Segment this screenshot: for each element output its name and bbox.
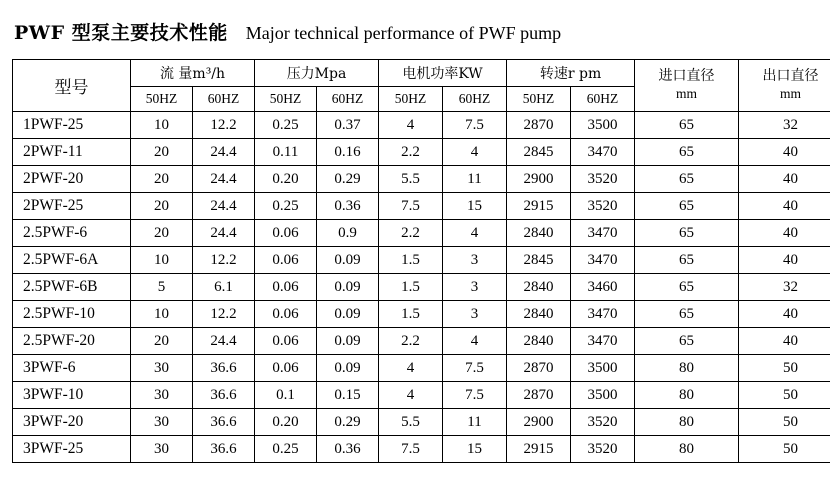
cell-kw60: 4 bbox=[443, 220, 507, 247]
cell-flow60: 36.6 bbox=[193, 436, 255, 463]
header-pressure: 压力Mpa bbox=[255, 60, 379, 87]
cell-rpm60: 3520 bbox=[571, 409, 635, 436]
cell-p60: 0.9 bbox=[317, 220, 379, 247]
cell-p50: 0.06 bbox=[255, 220, 317, 247]
cell-kw50: 1.5 bbox=[379, 274, 443, 301]
header-inlet-unit: mm bbox=[676, 86, 698, 102]
cell-flow60: 12.2 bbox=[193, 112, 255, 139]
header-outlet-unit: mm bbox=[780, 86, 802, 102]
table-row bbox=[13, 355, 830, 382]
cell-rpm60: 3470 bbox=[571, 247, 635, 274]
cell-flow50: 30 bbox=[131, 436, 193, 463]
cell-p50: 0.11 bbox=[255, 139, 317, 166]
cell-kw60: 7.5 bbox=[443, 382, 507, 409]
cell-kw60: 11 bbox=[443, 409, 507, 436]
cell-inlet: 80 bbox=[635, 355, 739, 382]
header-speed: 转速r pm bbox=[507, 60, 635, 87]
cell-flow60: 24.4 bbox=[193, 193, 255, 220]
cell-outlet: 32 bbox=[739, 112, 830, 139]
cell-rpm60: 3500 bbox=[571, 112, 635, 139]
cell-rpm60: 3470 bbox=[571, 139, 635, 166]
cell-rpm50: 2845 bbox=[507, 139, 571, 166]
cell-model: 2.5PWF-10 bbox=[13, 301, 131, 328]
cell-rpm50: 2915 bbox=[507, 193, 571, 220]
cell-p60: 0.36 bbox=[317, 193, 379, 220]
page-title-en: Major technical performance of PWF pump bbox=[245, 23, 562, 43]
cell-flow50: 30 bbox=[131, 409, 193, 436]
subheader-flow-50hz: 50HZ bbox=[131, 87, 193, 112]
header-outlet-label: 出口直径 bbox=[762, 67, 819, 84]
cell-model: 2.5PWF-20 bbox=[13, 328, 131, 355]
subheader-speed-50hz: 50HZ bbox=[507, 87, 571, 112]
cell-flow60: 6.1 bbox=[193, 274, 255, 301]
cell-flow60: 24.4 bbox=[193, 139, 255, 166]
cell-inlet: 65 bbox=[635, 166, 739, 193]
cell-inlet: 65 bbox=[635, 301, 739, 328]
cell-inlet: 65 bbox=[635, 220, 739, 247]
cell-rpm60: 3500 bbox=[571, 355, 635, 382]
subheader-pressure-50hz: 50HZ bbox=[255, 87, 317, 112]
cell-flow50: 20 bbox=[131, 220, 193, 247]
cell-kw50: 4 bbox=[379, 112, 443, 139]
cell-flow50: 5 bbox=[131, 274, 193, 301]
cell-rpm50: 2870 bbox=[507, 355, 571, 382]
cell-inlet: 65 bbox=[635, 328, 739, 355]
cell-p60: 0.09 bbox=[317, 328, 379, 355]
cell-kw60: 4 bbox=[443, 328, 507, 355]
cell-rpm50: 2870 bbox=[507, 112, 571, 139]
cell-rpm60: 3470 bbox=[571, 328, 635, 355]
cell-rpm50: 2900 bbox=[507, 409, 571, 436]
cell-outlet: 40 bbox=[739, 247, 830, 274]
table-row bbox=[13, 409, 830, 436]
cell-p60: 0.09 bbox=[317, 274, 379, 301]
cell-model: 2.5PWF-6 bbox=[13, 220, 131, 247]
table-header bbox=[13, 60, 830, 112]
cell-kw60: 3 bbox=[443, 247, 507, 274]
cell-rpm50: 2840 bbox=[507, 220, 571, 247]
document-title bbox=[12, 18, 818, 45]
table-row bbox=[13, 220, 830, 247]
cell-flow50: 20 bbox=[131, 193, 193, 220]
cell-kw50: 7.5 bbox=[379, 193, 443, 220]
header-model: 型号 bbox=[13, 60, 131, 112]
subheader-pressure-60hz: 60HZ bbox=[317, 87, 379, 112]
cell-p50: 0.20 bbox=[255, 409, 317, 436]
cell-rpm50: 2915 bbox=[507, 436, 571, 463]
cell-flow60: 24.4 bbox=[193, 166, 255, 193]
cell-outlet: 40 bbox=[739, 328, 830, 355]
cell-kw50: 1.5 bbox=[379, 247, 443, 274]
table-row bbox=[13, 274, 830, 301]
cell-flow60: 36.6 bbox=[193, 409, 255, 436]
table-row bbox=[13, 382, 830, 409]
cell-rpm50: 2840 bbox=[507, 274, 571, 301]
table-row bbox=[13, 436, 830, 463]
cell-outlet: 40 bbox=[739, 193, 830, 220]
cell-kw60: 7.5 bbox=[443, 355, 507, 382]
cell-outlet: 40 bbox=[739, 301, 830, 328]
cell-p60: 0.29 bbox=[317, 409, 379, 436]
table-row bbox=[13, 112, 830, 139]
cell-p60: 0.09 bbox=[317, 301, 379, 328]
cell-rpm60: 3500 bbox=[571, 382, 635, 409]
header-flow: 流 量m³/h bbox=[131, 60, 255, 87]
cell-flow50: 20 bbox=[131, 139, 193, 166]
cell-p60: 0.37 bbox=[317, 112, 379, 139]
cell-inlet: 80 bbox=[635, 382, 739, 409]
cell-kw60: 3 bbox=[443, 274, 507, 301]
cell-rpm50: 2870 bbox=[507, 382, 571, 409]
specification-table bbox=[12, 59, 830, 463]
cell-model: 3PWF-10 bbox=[13, 382, 131, 409]
cell-kw60: 15 bbox=[443, 436, 507, 463]
cell-kw50: 4 bbox=[379, 382, 443, 409]
cell-kw60: 3 bbox=[443, 301, 507, 328]
cell-p50: 0.25 bbox=[255, 112, 317, 139]
cell-kw50: 2.2 bbox=[379, 220, 443, 247]
cell-rpm50: 2840 bbox=[507, 328, 571, 355]
cell-p60: 0.15 bbox=[317, 382, 379, 409]
cell-inlet: 65 bbox=[635, 112, 739, 139]
cell-p50: 0.06 bbox=[255, 328, 317, 355]
cell-kw50: 5.5 bbox=[379, 409, 443, 436]
cell-flow50: 10 bbox=[131, 247, 193, 274]
cell-flow60: 12.2 bbox=[193, 247, 255, 274]
subheader-speed-60hz: 60HZ bbox=[571, 87, 635, 112]
table-row bbox=[13, 139, 830, 166]
cell-kw60: 4 bbox=[443, 139, 507, 166]
cell-model: 3PWF-25 bbox=[13, 436, 131, 463]
header-group-row bbox=[13, 60, 830, 87]
cell-p60: 0.16 bbox=[317, 139, 379, 166]
cell-outlet: 32 bbox=[739, 274, 830, 301]
cell-outlet: 50 bbox=[739, 382, 830, 409]
cell-rpm60: 3520 bbox=[571, 166, 635, 193]
cell-rpm60: 3520 bbox=[571, 193, 635, 220]
cell-flow50: 20 bbox=[131, 166, 193, 193]
cell-p50: 0.06 bbox=[255, 355, 317, 382]
cell-outlet: 50 bbox=[739, 409, 830, 436]
cell-flow50: 10 bbox=[131, 301, 193, 328]
cell-inlet: 65 bbox=[635, 193, 739, 220]
cell-flow60: 36.6 bbox=[193, 355, 255, 382]
cell-model: 2PWF-11 bbox=[13, 139, 131, 166]
cell-kw60: 7.5 bbox=[443, 112, 507, 139]
cell-outlet: 40 bbox=[739, 139, 830, 166]
cell-kw50: 5.5 bbox=[379, 166, 443, 193]
page-title-cn: PWF 型泵主要技术性能 bbox=[14, 22, 228, 44]
cell-rpm60: 3460 bbox=[571, 274, 635, 301]
cell-flow50: 10 bbox=[131, 112, 193, 139]
cell-model: 1PWF-25 bbox=[13, 112, 131, 139]
header-outlet-diameter bbox=[739, 60, 830, 112]
cell-kw60: 11 bbox=[443, 166, 507, 193]
cell-model: 2.5PWF-6A bbox=[13, 247, 131, 274]
cell-p60: 0.09 bbox=[317, 247, 379, 274]
cell-flow50: 30 bbox=[131, 382, 193, 409]
cell-p50: 0.06 bbox=[255, 301, 317, 328]
cell-p60: 0.36 bbox=[317, 436, 379, 463]
table-row bbox=[13, 247, 830, 274]
cell-inlet: 65 bbox=[635, 274, 739, 301]
subheader-flow-60hz: 60HZ bbox=[193, 87, 255, 112]
cell-inlet: 80 bbox=[635, 436, 739, 463]
cell-model: 3PWF-6 bbox=[13, 355, 131, 382]
cell-rpm50: 2900 bbox=[507, 166, 571, 193]
cell-model: 3PWF-20 bbox=[13, 409, 131, 436]
cell-p50: 0.1 bbox=[255, 382, 317, 409]
cell-kw50: 1.5 bbox=[379, 301, 443, 328]
cell-kw50: 4 bbox=[379, 355, 443, 382]
cell-p50: 0.20 bbox=[255, 166, 317, 193]
cell-flow60: 24.4 bbox=[193, 220, 255, 247]
header-inlet-diameter bbox=[635, 60, 739, 112]
cell-outlet: 50 bbox=[739, 436, 830, 463]
cell-flow60: 12.2 bbox=[193, 301, 255, 328]
cell-kw50: 2.2 bbox=[379, 328, 443, 355]
cell-inlet: 65 bbox=[635, 139, 739, 166]
table-row bbox=[13, 193, 830, 220]
cell-flow60: 36.6 bbox=[193, 382, 255, 409]
cell-model: 2PWF-25 bbox=[13, 193, 131, 220]
cell-p50: 0.06 bbox=[255, 274, 317, 301]
cell-rpm60: 3470 bbox=[571, 301, 635, 328]
cell-kw50: 2.2 bbox=[379, 139, 443, 166]
cell-p60: 0.29 bbox=[317, 166, 379, 193]
cell-rpm60: 3470 bbox=[571, 220, 635, 247]
cell-rpm50: 2845 bbox=[507, 247, 571, 274]
table-row bbox=[13, 166, 830, 193]
cell-outlet: 50 bbox=[739, 355, 830, 382]
table-row bbox=[13, 301, 830, 328]
subheader-power-50hz: 50HZ bbox=[379, 87, 443, 112]
cell-inlet: 65 bbox=[635, 247, 739, 274]
cell-p50: 0.06 bbox=[255, 247, 317, 274]
cell-rpm60: 3520 bbox=[571, 436, 635, 463]
subheader-power-60hz: 60HZ bbox=[443, 87, 507, 112]
header-inlet-label: 进口直径 bbox=[658, 67, 715, 84]
cell-p50: 0.25 bbox=[255, 193, 317, 220]
table-row bbox=[13, 328, 830, 355]
cell-p60: 0.09 bbox=[317, 355, 379, 382]
cell-kw60: 15 bbox=[443, 193, 507, 220]
cell-model: 2.5PWF-6B bbox=[13, 274, 131, 301]
cell-outlet: 40 bbox=[739, 220, 830, 247]
cell-kw50: 7.5 bbox=[379, 436, 443, 463]
cell-model: 2PWF-20 bbox=[13, 166, 131, 193]
cell-p50: 0.25 bbox=[255, 436, 317, 463]
cell-flow60: 24.4 bbox=[193, 328, 255, 355]
cell-flow50: 20 bbox=[131, 328, 193, 355]
table-body bbox=[13, 112, 830, 463]
cell-outlet: 40 bbox=[739, 166, 830, 193]
cell-rpm50: 2840 bbox=[507, 301, 571, 328]
cell-inlet: 80 bbox=[635, 409, 739, 436]
header-power: 电机功率KW bbox=[379, 60, 507, 87]
cell-flow50: 30 bbox=[131, 355, 193, 382]
